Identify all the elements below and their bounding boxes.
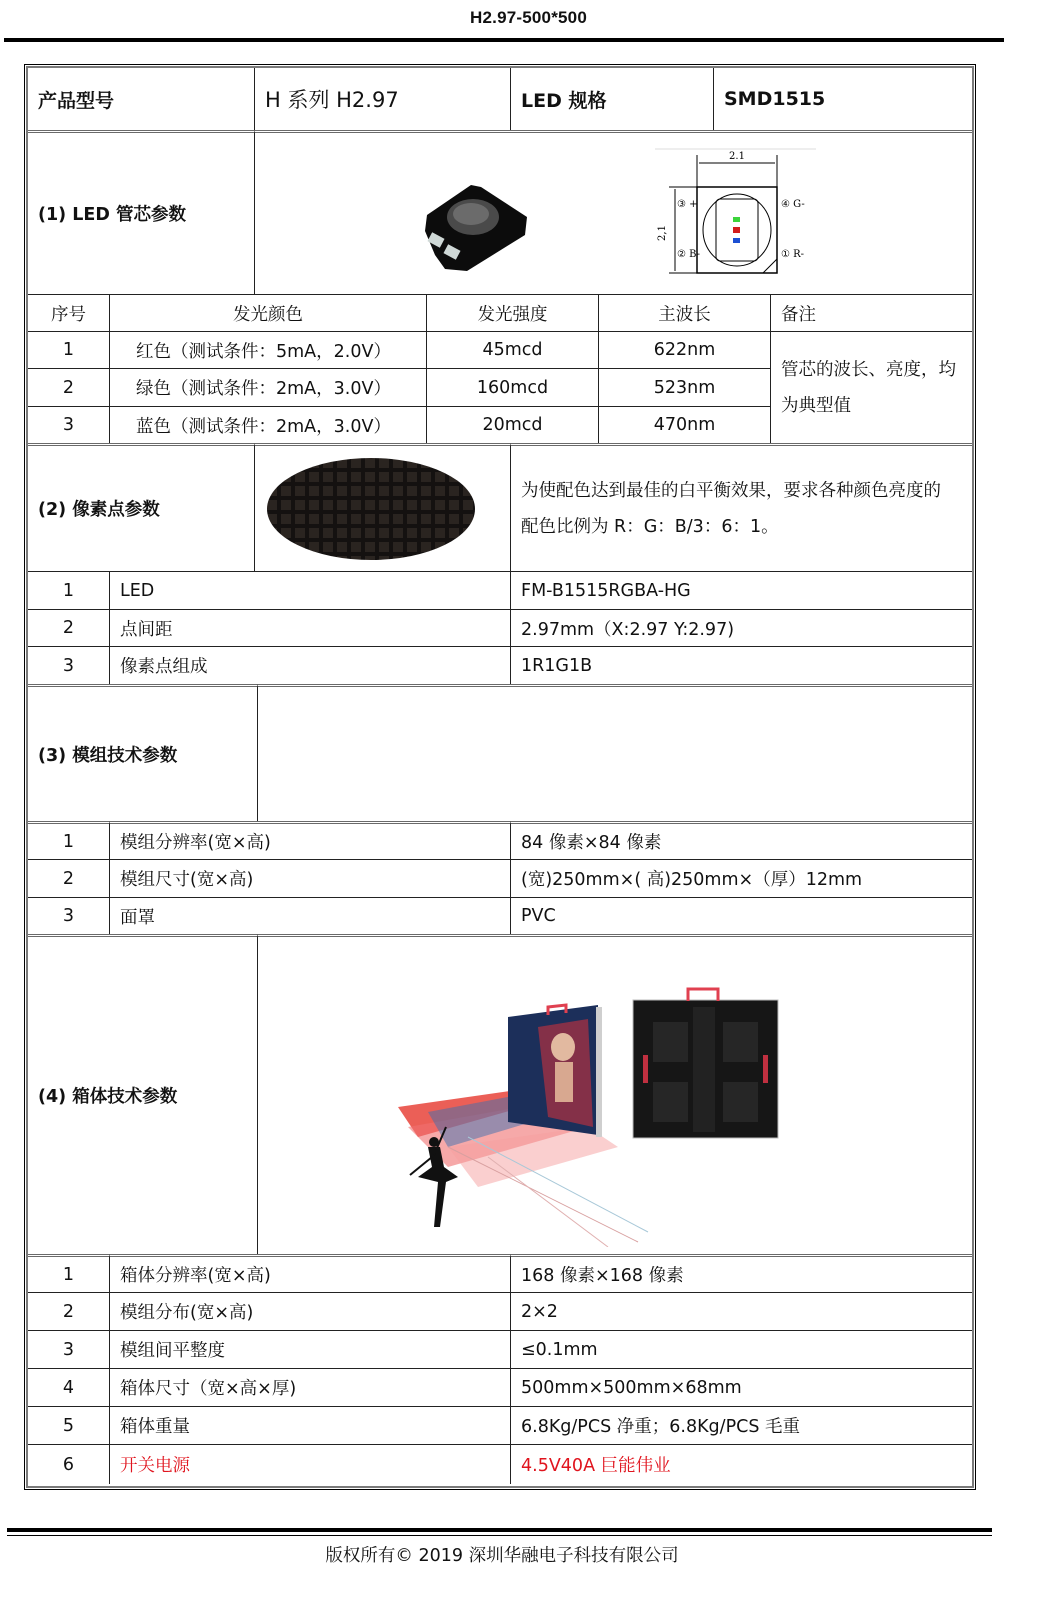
module-row-1-no: 1	[28, 821, 109, 859]
led-row-1-no: 1	[28, 331, 109, 368]
module-row-1-label: 模组分辨率(宽×高)	[109, 821, 510, 859]
section2-title: (2) 像素点参数	[28, 443, 254, 571]
svg-text:④ G-: ④ G-	[781, 199, 805, 210]
led-row-3-no: 3	[28, 406, 109, 443]
led-spec-label: LED 规格	[510, 68, 713, 130]
pixel-row-3-no: 3	[28, 646, 109, 684]
module-row-3-no: 3	[28, 897, 109, 934]
product-model-label: 产品型号	[38, 89, 115, 112]
cabinet-row-6-label: 开关电源	[109, 1444, 510, 1484]
led-note-line2: 为典型值	[781, 395, 851, 416]
section1-title: (1) LED 管芯参数	[28, 130, 254, 294]
col-header-intensity: 发光强度	[426, 294, 598, 331]
pixel-row-2-label: 点间距	[109, 609, 510, 646]
section4-title: (4) 箱体技术参数	[28, 934, 257, 1254]
led-row-3-color: 蓝色（测试条件：2mA，3.0V）	[109, 406, 426, 443]
cabinet-illustration	[388, 977, 788, 1247]
cabinet-row-2-value: 2×2	[510, 1292, 972, 1330]
cabinet-row-5-no: 5	[28, 1406, 109, 1444]
pixel-row-1-label: LED	[109, 571, 510, 609]
spec-table	[26, 66, 974, 1488]
svg-text:① R-: ① R-	[781, 249, 805, 260]
cabinet-row-5-value: 6.8Kg/PCS 净重；6.8Kg/PCS 毛重	[510, 1406, 972, 1444]
product-model-value: H 系列 H2.97	[254, 68, 510, 130]
led-note-line1: 管芯的波长、亮度，均	[781, 359, 956, 380]
cabinet-row-3-value: ≤0.1mm	[510, 1330, 972, 1368]
led-row-2-wavelength: 523nm	[598, 368, 770, 406]
pixel-row-3-value: 1R1G1B	[510, 646, 972, 684]
pixel-desc-line1: 为使配色达到最佳的白平衡效果，要求各种颜色亮度的	[521, 480, 941, 501]
cabinet-image-cell	[257, 934, 972, 1254]
cabinet-row-6-value: 4.5V40A 巨能伟业	[510, 1444, 972, 1484]
cabinet-row-1-no: 1	[28, 1254, 109, 1292]
header-rule	[4, 38, 1004, 42]
cabinet-row-1-value: 168 像素×168 像素	[510, 1254, 972, 1292]
led-row-1-wavelength: 622nm	[598, 331, 770, 368]
led-spec-value: SMD1515	[713, 68, 972, 130]
led-row-2-intensity: 160mcd	[426, 368, 598, 406]
pixel-description	[510, 443, 972, 571]
col-header-note: 备注	[770, 294, 972, 331]
module-row-2-label: 模组尺寸(宽×高)	[109, 859, 510, 897]
pixel-row-2-no: 2	[28, 609, 109, 646]
led-row-2-no: 2	[28, 368, 109, 406]
svg-text:2,1: 2,1	[657, 225, 668, 241]
led-row-2-color: 绿色（测试条件：2mA，3.0V）	[109, 368, 426, 406]
pixel-row-3-label: 像素点组成	[109, 646, 510, 684]
section3-title: (3) 模组技术参数	[28, 684, 257, 821]
pixel-row-2-value: 2.97mm（X:2.97 Y:2.97)	[510, 609, 972, 646]
module-row-2-no: 2	[28, 859, 109, 897]
module-row-3-label: 面罩	[109, 897, 510, 934]
led-row-3-wavelength: 470nm	[598, 406, 770, 443]
cabinet-row-4-value: 500mm×500mm×68mm	[510, 1368, 972, 1406]
cabinet-row-5-label: 箱体重量	[109, 1406, 510, 1444]
footer-rule-thick	[7, 1528, 992, 1532]
cabinet-row-4-no: 4	[28, 1368, 109, 1406]
led-dimension-diagram	[651, 147, 821, 287]
cabinet-row-1-label: 箱体分辨率(宽×高)	[109, 1254, 510, 1292]
led-chip-image	[415, 177, 535, 273]
cabinet-row-3-label: 模组间平整度	[109, 1330, 510, 1368]
svg-text:② B-: ② B-	[677, 249, 701, 260]
pixel-grid-image	[265, 456, 477, 562]
pixel-image-cell	[254, 443, 510, 571]
svg-text:③ +: ③ +	[677, 199, 698, 210]
cabinet-row-6-no: 6	[28, 1444, 109, 1484]
pixel-desc-line2: 配色比例为 R：G：B/3：6：1。	[521, 516, 779, 537]
col-header-color: 发光颜色	[109, 294, 426, 331]
footer-copyright: 版权所有© 2019 深圳华融电子科技有限公司	[325, 1546, 679, 1566]
section1-images	[254, 130, 972, 294]
pixel-row-1-value: FM-B1515RGBA-HG	[510, 571, 972, 609]
cabinet-row-2-label: 模组分布(宽×高)	[109, 1292, 510, 1330]
module-row-3-value: PVC	[510, 897, 972, 934]
svg-text:2.1: 2.1	[729, 151, 745, 162]
cabinet-row-3-no: 3	[28, 1330, 109, 1368]
col-header-no: 序号	[28, 294, 109, 331]
cabinet-row-4-label: 箱体尺寸（宽×高×厚)	[109, 1368, 510, 1406]
led-row-3-intensity: 20mcd	[426, 406, 598, 443]
footer-rule-thin	[7, 1535, 992, 1536]
pixel-row-1-no: 1	[28, 571, 109, 609]
document-header-title: H2.97-500*500	[470, 8, 587, 27]
module-row-1-value: 84 像素×84 像素	[510, 821, 972, 859]
led-note	[770, 331, 972, 443]
led-row-1-color: 红色（测试条件：5mA，2.0V）	[109, 331, 426, 368]
led-row-1-intensity: 45mcd	[426, 331, 598, 368]
col-header-wavelength: 主波长	[598, 294, 770, 331]
section3-image-cell	[257, 684, 972, 821]
module-row-2-value: (宽)250mm×( 高)250mm×（厚）12mm	[510, 859, 972, 897]
cabinet-row-2-no: 2	[28, 1292, 109, 1330]
